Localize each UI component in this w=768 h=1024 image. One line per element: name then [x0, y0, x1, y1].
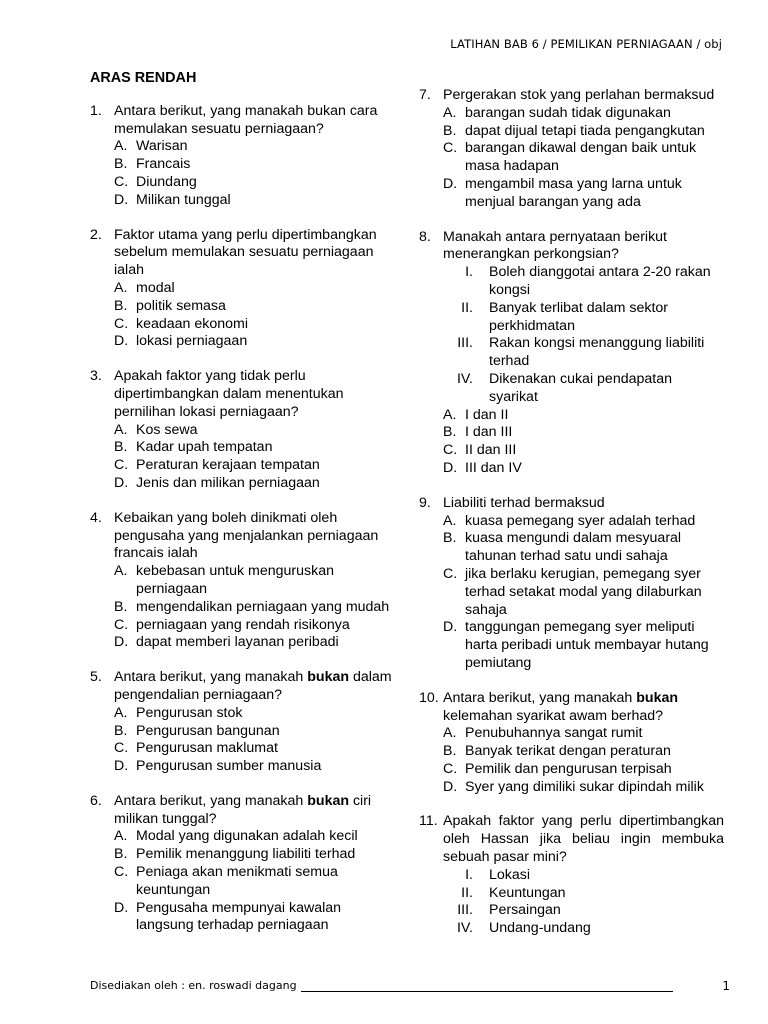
option-item: [114, 298, 395, 316]
statement-text: Persaingan: [489, 902, 561, 919]
option-text: Peraturan kerajaan tempatan: [136, 457, 320, 474]
option-text: Pengurusan maklumat: [136, 740, 278, 757]
option-item: [443, 105, 724, 123]
option-text: mengendalikan perniagaan yang mudah: [136, 598, 390, 615]
question-number: 3.: [90, 368, 102, 385]
option-letter: D.: [114, 758, 129, 775]
option-text: tanggungan pemegang syer meliputi harta peribadi untuk membayar hutang pemiutang: [465, 619, 709, 671]
option-item: [114, 439, 395, 457]
question-text: [114, 669, 395, 705]
question-number: 9.: [419, 494, 431, 511]
page-number: 1: [722, 979, 730, 993]
option-item: [443, 140, 724, 176]
question-text: [114, 793, 395, 829]
option-letter: D.: [114, 634, 129, 651]
option-item: [114, 634, 395, 652]
option-text: barangan sudah tidak digunakan: [465, 104, 671, 121]
statement-numeral: II.: [461, 299, 473, 316]
option-text: Peniaga akan menikmati semua keuntungan: [136, 864, 338, 898]
option-list: [114, 563, 395, 652]
option-text: Syer yang dimiliki sukar dipindah milik: [465, 778, 704, 795]
option-item: [114, 723, 395, 741]
question-5: [90, 669, 395, 776]
question-number: 8.: [419, 228, 431, 245]
question-stem: [419, 690, 724, 726]
option-item: [114, 599, 395, 617]
option-letter: C.: [114, 315, 129, 332]
question-number: 7.: [419, 87, 431, 103]
option-text: Banyak terikat dengan peraturan: [465, 743, 671, 760]
option-item: [114, 828, 395, 846]
statement-item: [443, 264, 724, 300]
option-item: [114, 192, 395, 210]
option-letter: A.: [114, 421, 128, 438]
question-4: [90, 510, 395, 652]
question-stem: [90, 510, 395, 563]
option-item: [114, 138, 395, 156]
question-text-emphasis: bukan: [307, 792, 350, 809]
option-item: [443, 743, 724, 761]
option-text: keadaan ekonomi: [136, 315, 249, 332]
option-letter: B.: [114, 722, 128, 739]
question-stem: [419, 87, 724, 105]
option-text: Modal yang digunakan adalah kecil: [136, 828, 358, 845]
option-item: [443, 407, 724, 425]
option-letter: D.: [443, 175, 458, 192]
option-text: Jenis dan milikan perniagaan: [136, 474, 320, 491]
question-text: Faktor utama yang perlu dipertimbangkan sebelum memulakan sesuatu perniagaan ialah: [114, 226, 377, 279]
option-item: [443, 442, 724, 460]
option-item: [443, 566, 724, 619]
footer-author: Disediakan oleh : en. roswadi dagang: [90, 979, 297, 992]
option-letter: B.: [114, 846, 128, 863]
statement-numeral: I.: [465, 866, 473, 883]
option-text: I dan II: [465, 406, 509, 423]
option-letter: D.: [114, 333, 129, 350]
question-text-pre: Antara berikut, yang manakah: [443, 689, 637, 706]
question-stem: [419, 229, 724, 265]
question-stem: [90, 793, 395, 829]
option-text: modal: [136, 279, 175, 296]
option-letter: B.: [443, 530, 457, 547]
question-text-pre: Antara berikut, yang manakah: [114, 669, 308, 686]
question-9: [419, 495, 724, 673]
option-text: Kos sewa: [136, 421, 198, 438]
question-text: Kebaikan yang boleh dinikmati oleh pengusaha yang menjalankan perniagaan francais ialah: [114, 509, 379, 562]
statement-text: Rakan kongsi menanggung liabiliti terhad: [489, 335, 705, 370]
option-text: Francais: [136, 156, 191, 173]
option-text: Kadar upah tempatan: [136, 439, 273, 456]
option-item: [443, 460, 724, 478]
statement-list: [443, 264, 724, 406]
option-text: Penubuhannya sangat rumit: [465, 725, 643, 742]
option-text: III dan IV: [465, 459, 522, 476]
option-item: [114, 422, 395, 440]
statement-numeral: II.: [461, 884, 473, 901]
statement-list: [443, 867, 724, 938]
statement-text: Lokasi: [489, 866, 531, 883]
option-letter: B.: [114, 439, 128, 456]
statement-item: [443, 867, 724, 885]
statement-item: [443, 335, 724, 371]
option-text: Pengurusan stok: [136, 704, 243, 721]
option-item: [114, 740, 395, 758]
option-text: perniagaan yang rendah risikonya: [136, 616, 350, 633]
option-letter: A.: [114, 563, 128, 580]
option-item: [114, 864, 395, 900]
question-stem: [90, 103, 395, 139]
question-text: Apakah faktor yang perlu dipertimbangkan oleh Hassan jika beliau ingin membuka sebuah pasar mini?: [443, 813, 724, 866]
question-10: [419, 690, 724, 797]
option-text: Warisan: [136, 138, 188, 155]
question-text: Manakah antara pernyataan berikut menerangkan perkongsian?: [443, 228, 667, 263]
option-list: [114, 422, 395, 493]
option-text: Pengurusan bangunan: [136, 722, 280, 739]
question-text: Pergerakan stok yang perlahan bermaksud: [443, 87, 715, 103]
option-letter: C.: [114, 616, 129, 633]
option-item: [114, 475, 395, 493]
question-number: 11.: [419, 813, 438, 830]
option-text: politik semasa: [136, 297, 226, 314]
option-letter: A.: [114, 138, 128, 155]
question-text-emphasis: bukan: [307, 669, 350, 686]
statement-numeral: IV.: [456, 920, 473, 937]
option-item: [443, 530, 724, 566]
option-letter: B.: [443, 122, 457, 139]
option-item: [443, 779, 724, 797]
question-number: 2.: [90, 226, 102, 243]
statement-text: Banyak terlibat dalam sektor perkhidmatan: [489, 299, 669, 334]
statement-text: Boleh dianggotai antara 2-20 rakan kongsi: [489, 264, 711, 298]
option-list: [443, 513, 724, 673]
option-item: [443, 725, 724, 743]
option-item: [443, 761, 724, 779]
page-header: LATIHAN BAB 6 / PEMILIKAN PERNIAGAAN / obj: [450, 37, 722, 51]
option-letter: A.: [114, 704, 128, 721]
option-letter: D.: [443, 778, 458, 795]
statement-item: [443, 300, 724, 336]
question-2: [90, 227, 395, 352]
question-text: Apakah faktor yang tidak perlu dipertimbangkan dalam menentukan pernilihan lokasi perniagaan?: [114, 368, 344, 420]
question-11: [419, 813, 724, 938]
option-item: [443, 619, 724, 672]
statement-item: [443, 920, 724, 938]
statement-numeral: IV.: [456, 370, 473, 387]
question-stem: [90, 368, 395, 421]
question-7: [419, 87, 724, 212]
question-number: 1.: [90, 102, 102, 119]
option-item: [114, 156, 395, 174]
option-letter: D.: [114, 474, 129, 491]
option-item: [114, 900, 395, 936]
option-text: kuasa pemegang syer adalah terhad: [465, 512, 696, 529]
option-item: [114, 758, 395, 776]
option-item: [114, 846, 395, 864]
option-item: [114, 563, 395, 599]
question-stem: [90, 227, 395, 280]
statement-text: Keuntungan: [489, 884, 566, 901]
question-number: 4.: [90, 509, 102, 526]
option-text: Milikan tunggal: [136, 191, 231, 208]
option-letter: C.: [443, 442, 458, 459]
option-letter: A.: [114, 279, 128, 296]
option-letter: B.: [443, 424, 457, 441]
option-text: Pengurusan sumber manusia: [136, 758, 322, 775]
option-list: [114, 138, 395, 209]
option-text: Pengusaha mempunyai kawalan langsung terhadap perniagaan: [136, 899, 342, 934]
question-text-pre: Antara berikut, yang manakah: [114, 792, 308, 809]
question-number: 5.: [90, 669, 102, 686]
option-letter: C.: [443, 140, 458, 157]
option-item: [443, 513, 724, 531]
option-list: [443, 407, 724, 478]
option-text: mengambil masa yang larna untuk menjual barangan yang ada: [465, 175, 682, 210]
option-text: II dan III: [465, 442, 517, 459]
option-letter: C.: [443, 565, 458, 582]
left-column: [90, 70, 395, 952]
option-list: [443, 725, 724, 796]
statement-text: Dikenakan cukai pendapatan syarikat: [489, 370, 672, 405]
option-letter: A.: [443, 725, 457, 742]
question-6: [90, 793, 395, 935]
option-letter: C.: [114, 740, 129, 757]
statement-item: [443, 371, 724, 407]
question-text: Liabiliti terhad bermaksud: [443, 494, 605, 511]
option-letter: A.: [443, 512, 457, 529]
option-letter: D.: [443, 459, 458, 476]
option-text: Pemilik menanggung liabiliti terhad: [136, 846, 356, 863]
question-stem: [419, 813, 724, 866]
option-letter: C.: [443, 760, 458, 777]
statement-item: [443, 885, 724, 903]
option-text: lokasi perniagaan: [136, 333, 248, 350]
option-letter: B.: [114, 297, 128, 314]
option-list: [114, 280, 395, 351]
statement-text: Undang-undang: [489, 920, 591, 937]
option-list: [114, 828, 395, 935]
option-text: kuasa mengundi dalam mesyuaral tahunan terhad satu undi sahaja: [465, 530, 682, 565]
option-text: dapat dijual tetapi tiada pengangkutan: [465, 122, 705, 139]
question-text-post: dalam pengendalian perniagaan?: [114, 669, 392, 703]
question-text: Antara berikut, yang manakah bukan cara memulakan sesuatu perniagaan?: [114, 102, 378, 137]
statement-numeral: I.: [465, 264, 473, 281]
option-text: barangan dikawal dengan baik untuk masa hadapan: [465, 140, 697, 175]
question-8: [419, 229, 724, 478]
section-title: ARAS RENDAH: [90, 70, 197, 86]
option-letter: C.: [114, 457, 129, 474]
question-number: 6.: [90, 792, 102, 809]
option-letter: A.: [114, 828, 128, 845]
statement-numeral: III.: [457, 335, 473, 352]
option-letter: D.: [114, 191, 129, 208]
option-item: [114, 280, 395, 298]
option-item: [114, 457, 395, 475]
option-text: dapat memberi layanan peribadi: [136, 634, 339, 651]
option-letter: D.: [443, 619, 458, 636]
option-letter: C.: [114, 864, 129, 881]
option-letter: B.: [114, 156, 128, 173]
option-text: jika berlaku kerugian, pemegang syer terhad setakat modal yang dilaburkan sahaja: [465, 565, 702, 618]
option-item: [114, 705, 395, 723]
option-text: Pemilik dan pengurusan terpisah: [465, 760, 672, 777]
option-item: [114, 333, 395, 351]
option-item: [443, 176, 724, 212]
option-item: [443, 424, 724, 442]
question-stem: [90, 669, 395, 705]
question-text-post: ciri milikan tunggal?: [114, 792, 372, 827]
option-item: [443, 123, 724, 141]
option-item: [114, 174, 395, 192]
option-letter: D.: [114, 899, 129, 916]
option-letter: A.: [443, 406, 457, 423]
question-text-post: kelemahan syarikat awam berhad?: [443, 707, 664, 724]
option-text: kebebasan untuk menguruskan perniagaan: [136, 563, 334, 597]
statement-numeral: III.: [457, 902, 473, 919]
option-letter: B.: [443, 743, 457, 760]
option-letter: C.: [114, 173, 129, 190]
question-1: [90, 103, 395, 210]
footer-signature-line: [301, 981, 673, 992]
question-3: [90, 368, 395, 493]
question-number: 10.: [419, 689, 439, 706]
option-text: I dan III: [465, 424, 513, 441]
option-letter: B.: [114, 598, 128, 615]
question-stem: [419, 495, 724, 513]
option-text: Diundang: [136, 173, 197, 190]
option-letter: A.: [443, 104, 457, 121]
question-text: [443, 690, 724, 726]
option-item: [114, 617, 395, 635]
option-list: [114, 705, 395, 776]
question-text-emphasis: bukan: [636, 689, 679, 706]
option-list: [443, 105, 724, 212]
option-item: [114, 316, 395, 334]
statement-item: [443, 902, 724, 920]
right-column: [419, 87, 724, 955]
page-footer: [90, 979, 730, 992]
